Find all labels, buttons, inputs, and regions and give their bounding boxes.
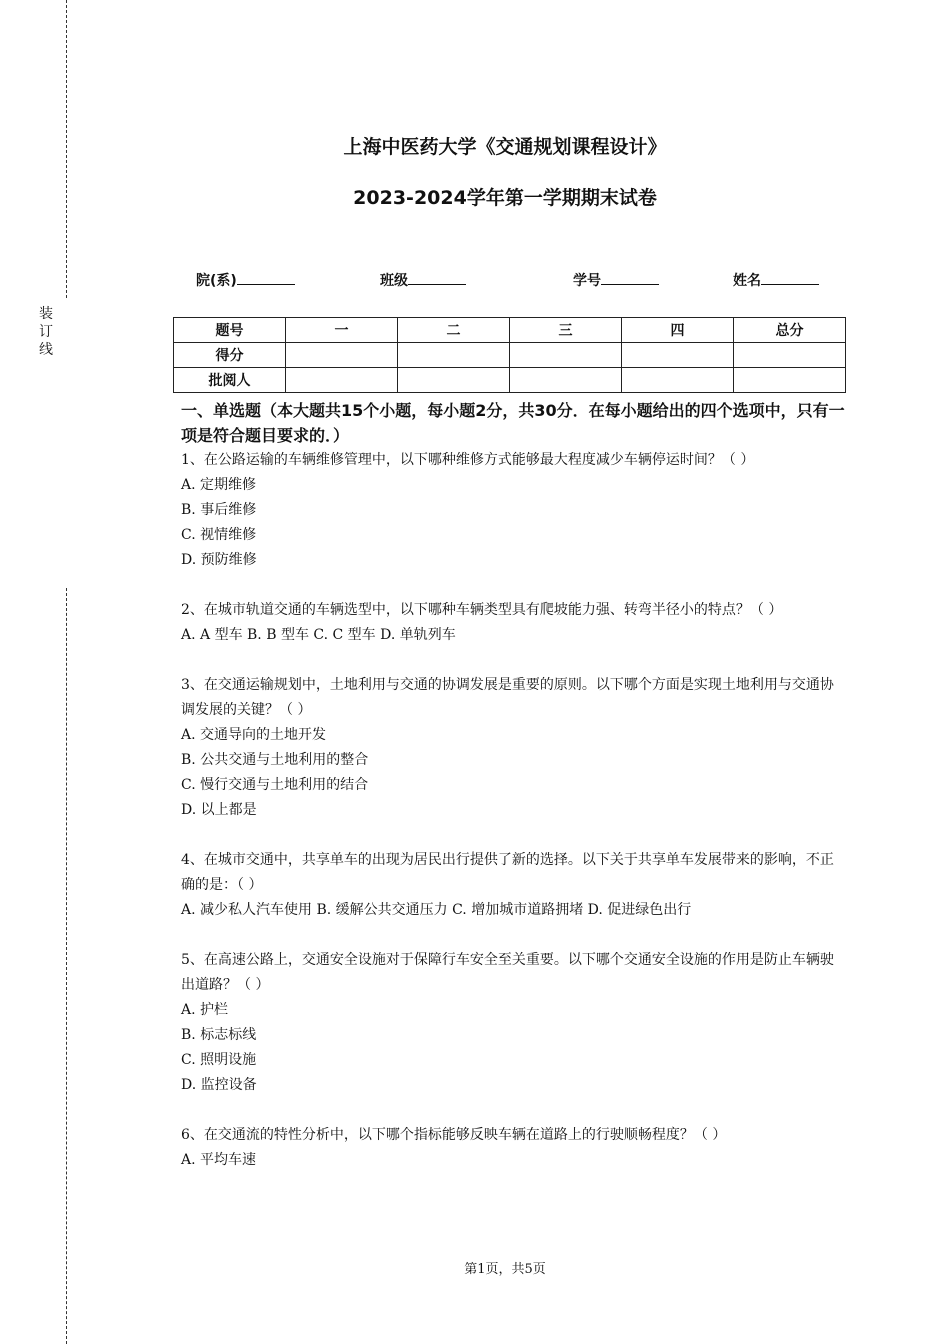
question-option[interactable]: B. 公共交通与土地利用的整合 <box>181 752 369 768</box>
score-row-label: 批阅人 <box>174 368 286 393</box>
department-label: 院(系) <box>196 273 237 289</box>
score-header-cell: 二 <box>398 318 510 343</box>
student-id-blank[interactable] <box>601 270 659 285</box>
class-label: 班级 <box>380 273 408 289</box>
score-cell[interactable] <box>510 368 622 393</box>
question-stem: 4、在城市交通中，共享单车的出现为居民出行提供了新的选择。以下关于共享单车发展带来的影响，不正确的是：（ ） <box>181 852 834 893</box>
question-option[interactable]: A. 平均车速 <box>181 1152 257 1168</box>
question-1 <box>181 448 847 573</box>
question-stem: 5、在高速公路上，交通安全设施对于保障行车安全至关重要。以下哪个交通安全设施的作用是防止车辆驶出道路？（ ） <box>181 952 834 993</box>
question-option[interactable]: A. 交通导向的土地开发 <box>181 727 327 743</box>
binding-char: 装 <box>39 306 53 322</box>
score-table-row <box>174 343 846 368</box>
name-label: 姓名 <box>733 273 761 289</box>
score-header-cell: 题号 <box>174 318 286 343</box>
question-stem: 1、在公路运输的车辆维修管理中，以下哪种维修方式能够最大程度减少车辆停运时间？（ ） <box>181 452 755 468</box>
name-field[interactable] <box>733 270 819 290</box>
student-id-field[interactable] <box>573 270 659 290</box>
question-option[interactable]: C. 照明设施 <box>181 1052 257 1068</box>
score-cell[interactable] <box>510 343 622 368</box>
class-blank[interactable] <box>408 270 466 285</box>
department-blank[interactable] <box>237 270 295 285</box>
exam-title: 上海中医药大学《交通规划课程设计》 <box>343 136 667 158</box>
question-option[interactable]: D. 监控设备 <box>181 1077 257 1093</box>
score-cell[interactable] <box>734 368 846 393</box>
score-cell[interactable] <box>734 343 846 368</box>
question-stem: 6、在交通流的特性分析中，以下哪个指标能够反映车辆在道路上的行驶顺畅程度？（ ） <box>181 1127 727 1143</box>
department-field[interactable] <box>196 270 295 290</box>
question-option[interactable]: D. 预防维修 <box>181 552 257 568</box>
binding-line-top <box>66 0 67 298</box>
page-footer: 第1页，共5页 <box>464 1262 546 1277</box>
section-heading: 一、单选题（本大题共15个小题，每小题2分，共30分．在每小题给出的四个选项中，只有一项是符合题目要求的．） <box>181 401 845 445</box>
question-option[interactable]: A. 护栏 <box>181 1002 229 1018</box>
score-table-row <box>174 368 846 393</box>
binding-label <box>38 305 54 359</box>
score-cell[interactable] <box>622 368 734 393</box>
question-option[interactable]: B. 事后维修 <box>181 502 257 518</box>
question-option[interactable]: A. 定期维修 <box>181 477 257 493</box>
score-cell[interactable] <box>398 368 510 393</box>
score-row-label: 得分 <box>174 343 286 368</box>
score-table-header-row <box>174 318 846 343</box>
question-options-inline[interactable]: A. A 型车 B. B 型车 C. C 型车 D. 单轨列车 <box>181 627 456 643</box>
exam-content <box>181 398 847 1173</box>
question-option[interactable]: D. 以上都是 <box>181 802 257 818</box>
score-header-cell: 总分 <box>734 318 846 343</box>
score-header-cell: 一 <box>286 318 398 343</box>
class-field[interactable] <box>380 270 466 290</box>
score-cell[interactable] <box>286 368 398 393</box>
question-6 <box>181 1123 847 1173</box>
binding-char: 线 <box>39 342 53 358</box>
score-cell[interactable] <box>398 343 510 368</box>
binding-line-bottom <box>66 588 67 1344</box>
question-option[interactable]: C. 视情维修 <box>181 527 257 543</box>
question-3 <box>181 673 847 823</box>
question-5 <box>181 948 847 1098</box>
score-table <box>173 317 846 393</box>
question-stem: 3、在交通运输规划中，土地利用与交通的协调发展是重要的原则。以下哪个方面是实现土地利用与交通协调发展的关键？（ ） <box>181 677 834 718</box>
name-blank[interactable] <box>761 270 819 285</box>
score-cell[interactable] <box>622 343 734 368</box>
score-header-cell: 四 <box>622 318 734 343</box>
question-4 <box>181 848 847 923</box>
question-2 <box>181 598 847 648</box>
score-cell[interactable] <box>286 343 398 368</box>
student-id-label: 学号 <box>573 273 601 289</box>
question-stem: 2、在城市轨道交通的车辆选型中，以下哪种车辆类型具有爬坡能力强、转弯半径小的特点？（ ） <box>181 602 783 618</box>
question-options-inline[interactable]: A. 减少私人汽车使用 B. 缓解公共交通压力 C. 增加城市道路拥堵 D. 促进绿色出行 <box>181 902 692 918</box>
question-option[interactable]: C. 慢行交通与土地利用的结合 <box>181 777 369 793</box>
binding-char: 订 <box>39 324 53 340</box>
exam-subtitle: 2023-2024学年第一学期期末试卷 <box>353 187 657 209</box>
score-header-cell: 三 <box>510 318 622 343</box>
question-option[interactable]: B. 标志标线 <box>181 1027 257 1043</box>
